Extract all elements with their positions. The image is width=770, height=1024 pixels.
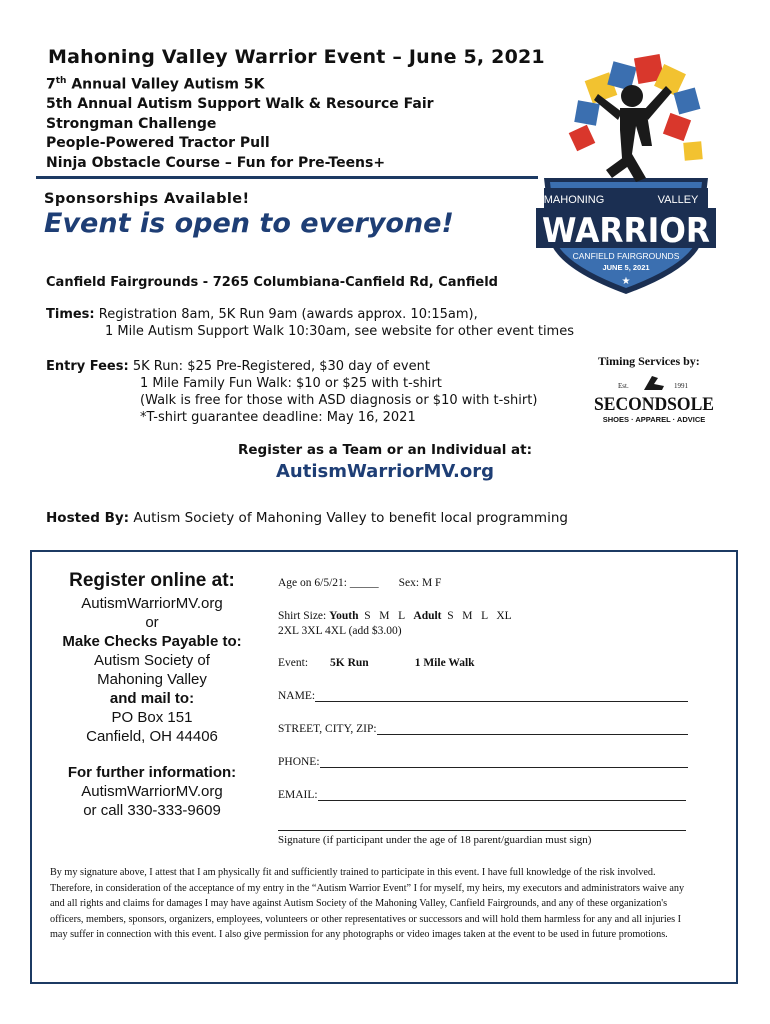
name-field[interactable]: NAME: — [278, 690, 688, 702]
logo-sub: CANFIELD FAIRGROUNDS — [572, 251, 680, 261]
star-icon: ★ — [621, 276, 631, 287]
email-field[interactable]: EMAIL: — [278, 789, 686, 801]
logo-word-left: MAHONING — [543, 194, 605, 206]
further-info-heading: For further information: — [67, 764, 237, 781]
fees-line-3: (Walk is free for those with ASD diagnosis or $10 with t-shirt) — [140, 393, 538, 408]
event-list-item: Ninja Obstacle Course – Fun for Pre-Teens+ — [46, 154, 386, 171]
fees-line-1: 5K Run: $25 Pre-Registered, $30 day of event — [128, 359, 430, 374]
registration-info-column: Register online at: AutismWarriorMV.org or Make Checks Payable to: Autism Society of Mahoning Valley and mail to: PO Box 151 Canfield, OH 44406 For further information: AutismWarriorMV.org or call 330-333-9609 — [46, 570, 258, 820]
fees-line-2: 1 Mile Family Fun Walk: $10 or $25 with t-shirt — [140, 376, 442, 391]
times-label: Times: — [46, 307, 95, 322]
svg-text:Est.: Est. — [618, 382, 629, 390]
svg-text:1991: 1991 — [674, 382, 688, 390]
signature-line[interactable] — [278, 830, 686, 831]
phone-number: or call 330-333-9609 — [83, 802, 221, 819]
sponsorships-text: Sponsorships Available! — [44, 191, 250, 207]
times-line-2: 1 Mile Autism Support Walk 10:30am, see website for other event times — [105, 324, 574, 339]
shirt-size-extra: 2XL 3XL 4XL (add $3.00) — [278, 625, 402, 637]
mahoning-valley-warrior-logo — [536, 46, 716, 296]
times-line-1: Registration 8am, 5K Run 9am (awards approx. 10:15am), — [94, 307, 478, 322]
register-online-heading: Register online at: — [69, 570, 235, 591]
event-option-5k[interactable]: 5K Run — [330, 657, 369, 669]
waiver-text: By my signature above, I attest that I am physically fit and sufficiently trained to participate in this event. I have full knowledge of the risk involved. Therefore, in consideration of the acceptance of my entry in the “Autism Warrior Event” I for myself, my heirs, my executors and administrators waive any and all rights and claims for damages I may have against Autism Society of the Mahoning Valley, Canfield Fairgrounds, and any of these organization's officers, members, sponsors, organizers, employees, volunteers or other representatives or successors and will hold them harmless for any and all injuries I may suffer in connection with this event. I also give permission for any photographs or video images taken at the event to be used in future promotions. — [50, 867, 685, 940]
fees-line-4: *T-shirt guarantee deadline: May 16, 2021 — [140, 410, 416, 425]
second-sole-logo — [592, 372, 716, 426]
event-field[interactable]: Event: 5K Run 1 Mile Walk — [278, 657, 475, 669]
fees-section — [46, 358, 537, 426]
name-input-line[interactable] — [315, 690, 688, 702]
age-field[interactable]: Age on 6/5/21: _____ Sex: M F — [278, 577, 442, 589]
website-link[interactable]: AutismWarriorMV.org — [275, 461, 494, 482]
puzzle-pieces-graphic — [569, 54, 703, 161]
event-list — [46, 72, 434, 173]
event-list-item: 7th Annual Valley Autism 5K — [46, 76, 265, 93]
fees-label: Entry Fees: — [46, 359, 129, 374]
street-field[interactable]: STREET, CITY, ZIP: — [278, 723, 688, 735]
venue-line: Canfield Fairgrounds - 7265 Columbiana-Canfield Rd, Canfield — [46, 275, 498, 290]
street-input-line[interactable] — [377, 723, 688, 735]
phone-input-line[interactable] — [320, 756, 688, 768]
logo-date: JUNE 5, 2021 — [602, 263, 650, 272]
runner-icon — [644, 376, 664, 390]
logo-word-right: VALLEY — [657, 194, 699, 206]
event-list-item: People-Powered Tractor Pull — [46, 135, 270, 152]
sex-field[interactable]: Sex: M F — [398, 577, 442, 589]
event-title: Mahoning Valley Warrior Event – June 5, 2021 — [48, 46, 545, 68]
timing-services-label: Timing Services by: — [598, 354, 700, 368]
open-to-everyone-heading: Event is open to everyone! — [44, 208, 454, 239]
event-option-walk[interactable]: 1 Mile Walk — [414, 657, 475, 669]
email-input-line[interactable] — [318, 789, 686, 801]
hosted-by-line: Hosted By: Autism Society of Mahoning Valley to benefit local programming — [46, 510, 568, 526]
svg-text:SECONDSOLE: SECONDSOLE — [594, 394, 714, 415]
event-list-item: 5th Annual Autism Support Walk & Resource Fair — [46, 96, 434, 113]
times-section — [46, 306, 574, 340]
jumping-figure-silhouette — [594, 85, 672, 182]
event-list-item: Strongman Challenge — [46, 115, 217, 132]
logo-main-word: WARRIOR — [542, 211, 710, 251]
header-divider — [36, 176, 538, 179]
svg-text:SHOES · APPAREL · ADVICE: SHOES · APPAREL · ADVICE — [602, 415, 706, 424]
phone-field[interactable]: PHONE: — [278, 756, 688, 768]
signature-label: Signature (if participant under the age of 18 parent/guardian must sign) — [278, 834, 592, 846]
shirt-size-field[interactable]: Shirt Size: Youth S M L Adult S M L XL — [278, 610, 512, 622]
info-site-link[interactable]: AutismWarriorMV.org — [81, 783, 223, 800]
checks-heading: Make Checks Payable to: — [62, 633, 242, 650]
register-site-link[interactable]: AutismWarriorMV.org — [81, 595, 223, 612]
register-team-line: Register as a Team or an Individual at: — [237, 442, 533, 458]
